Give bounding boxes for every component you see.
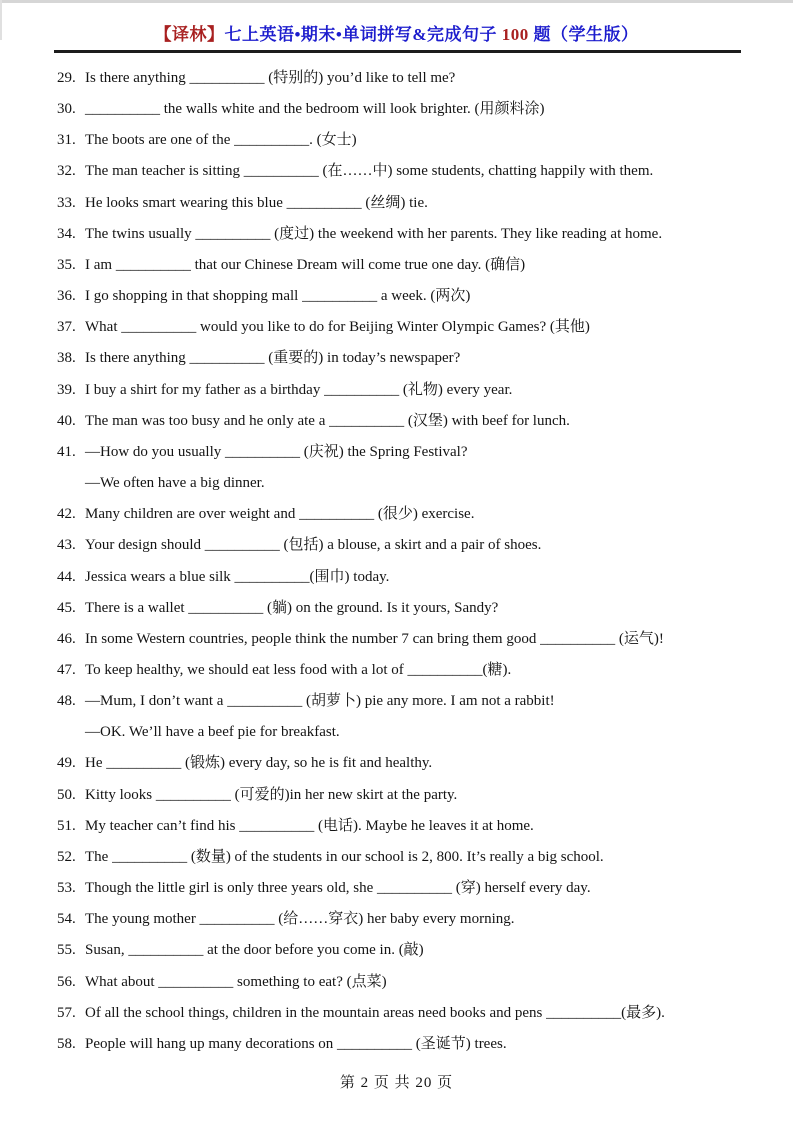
question-number: 39.	[57, 381, 76, 398]
question-text: __________ the walls white and the bedroom will look brighter. (用颜料涂)	[85, 101, 545, 118]
question-text: The twins usually __________ (度过) the weekend with her parents. They like reading at home.	[85, 225, 663, 242]
question-number: 55.	[57, 942, 76, 959]
question-text: I go shopping in that shopping mall __________ a week. (两次)	[85, 288, 471, 305]
question-row	[57, 904, 793, 935]
scan-artifact-left	[0, 0, 2, 40]
question-number: 58.	[57, 1035, 76, 1052]
question-number: 34.	[57, 225, 76, 242]
question-row	[57, 312, 793, 343]
question-text: The boots are one of the __________. (女士)	[85, 132, 357, 149]
question-text: Is there anything __________ (重要的) in today’s newspaper?	[85, 350, 461, 367]
question-number: 29.	[57, 70, 76, 86]
question-row	[57, 686, 793, 717]
question-text: People will hang up many decorations on __________ (圣诞节) trees.	[85, 1035, 507, 1052]
question-row	[57, 998, 793, 1029]
header-divider	[54, 50, 741, 53]
question-row	[57, 250, 793, 281]
question-row	[57, 780, 793, 811]
question-text: The man was too busy and he only ate a __________ (汉堡) with beef for lunch.	[85, 412, 570, 429]
question-row	[57, 717, 793, 748]
question-number: 53.	[57, 880, 76, 897]
question-text: Kitty looks __________ (可爱的)in her new skirt at the party.	[85, 786, 458, 803]
question-text: —OK. We’ll have a beef pie for breakfast.	[85, 724, 340, 741]
question-number: 48.	[57, 693, 76, 710]
question-row	[57, 624, 793, 655]
question-text: Your design should __________ (包括) a blouse, a skirt and a pair of shoes.	[85, 537, 542, 554]
question-number: 57.	[57, 1004, 76, 1021]
question-text: Of all the school things, children in the mountain areas need books and pens __________(最多).	[85, 1004, 665, 1021]
page-number: 第 2 页 共 20 页	[339, 1075, 454, 1091]
question-number: 56.	[57, 973, 76, 990]
question-number: 36.	[57, 288, 76, 305]
question-row	[57, 188, 793, 219]
scan-artifact-top	[0, 0, 793, 3]
question-number: 35.	[57, 256, 76, 273]
question-row	[57, 748, 793, 779]
question-text: What __________ would you like to do for Beijing Winter Olympic Games? (其他)	[85, 319, 590, 336]
title-segment: 七上英语•期末•单词拼写&完成句子	[224, 25, 502, 44]
question-number: 54.	[57, 911, 76, 928]
question-row	[57, 125, 793, 156]
question-row	[57, 811, 793, 842]
question-text: —How do you usually __________ (庆祝) the Spring Festival?	[85, 443, 468, 460]
question-number: 37.	[57, 319, 76, 336]
question-row	[57, 593, 793, 624]
question-text: I buy a shirt for my father as a birthday __________ (礼物) every year.	[85, 381, 513, 398]
question-text: The man teacher is sitting __________ (在……中) some students, chatting happily with them.	[85, 163, 654, 180]
question-row	[57, 219, 793, 250]
question-number: 40.	[57, 412, 76, 429]
question-number: 50.	[57, 786, 76, 803]
title-segment: 题（学生版）	[528, 25, 639, 44]
question-row	[57, 530, 793, 561]
title-segment: 【译林】	[154, 25, 225, 44]
page-footer	[0, 1071, 793, 1092]
question-number: 42.	[57, 506, 76, 523]
question-text: Jessica wears a blue silk __________(围巾) today.	[85, 568, 390, 585]
question-list	[57, 63, 793, 1060]
question-text: He __________ (锻炼) every day, so he is fit and healthy.	[85, 755, 433, 772]
question-text: Many children are over weight and __________ (很少) exercise.	[85, 506, 475, 523]
question-number: 33.	[57, 194, 76, 211]
title-segment: 100	[501, 25, 529, 44]
question-row	[57, 842, 793, 873]
question-row	[57, 63, 793, 94]
question-row	[57, 375, 793, 406]
question-row	[57, 468, 793, 499]
question-row	[57, 156, 793, 187]
question-row	[57, 1029, 793, 1060]
page-header	[0, 0, 793, 53]
question-row	[57, 967, 793, 998]
question-number: 47.	[57, 661, 76, 678]
question-row	[57, 94, 793, 125]
question-text: In some Western countries, people think the number 7 can bring them good __________ (运气)!	[85, 630, 664, 647]
question-text: The young mother __________ (给……穿衣) her baby every morning.	[85, 911, 515, 928]
question-text: What about __________ something to eat? (点菜)	[85, 973, 387, 990]
question-number: 31.	[57, 132, 76, 149]
question-number: 38.	[57, 350, 76, 367]
question-text: To keep healthy, we should eat less food with a lot of __________(糖).	[85, 661, 512, 678]
question-row	[57, 499, 793, 530]
question-number: 41.	[57, 443, 76, 460]
question-text: The __________ (数量) of the students in our school is 2, 800. It’s really a big school.	[85, 848, 604, 865]
question-row	[57, 562, 793, 593]
page-title	[0, 20, 793, 45]
question-text: My teacher can’t find his __________ (电话). Maybe he leaves it at home.	[85, 817, 534, 834]
question-number: 46.	[57, 630, 76, 647]
question-number: 49.	[57, 755, 76, 772]
question-row	[57, 655, 793, 686]
question-text: Though the little girl is only three years old, she __________ (穿) herself every day.	[85, 880, 591, 897]
question-row	[57, 343, 793, 374]
question-row	[57, 935, 793, 966]
question-number: 32.	[57, 163, 76, 180]
question-number: 52.	[57, 848, 76, 865]
question-text: Is there anything __________ (特别的) you’d like to tell me?	[85, 70, 456, 86]
question-text: He looks smart wearing this blue __________ (丝绸) tie.	[85, 194, 428, 211]
question-text: There is a wallet __________ (躺) on the ground. Is it yours, Sandy?	[85, 599, 499, 616]
question-text: Susan, __________ at the door before you come in. (敲)	[85, 942, 424, 959]
question-number: 45.	[57, 599, 76, 616]
question-number: 44.	[57, 568, 76, 585]
question-text: —Mum, I don’t want a __________ (胡萝卜) pie any more. I am not a rabbit!	[85, 693, 555, 710]
question-row	[57, 406, 793, 437]
question-number: 43.	[57, 537, 76, 554]
question-number: 30.	[57, 101, 76, 118]
question-row	[57, 437, 793, 468]
question-text: I am __________ that our Chinese Dream will come true one day. (确信)	[85, 256, 526, 273]
question-number: 51.	[57, 817, 76, 834]
question-text: —We often have a big dinner.	[85, 475, 265, 492]
question-row	[57, 281, 793, 312]
question-row	[57, 873, 793, 904]
